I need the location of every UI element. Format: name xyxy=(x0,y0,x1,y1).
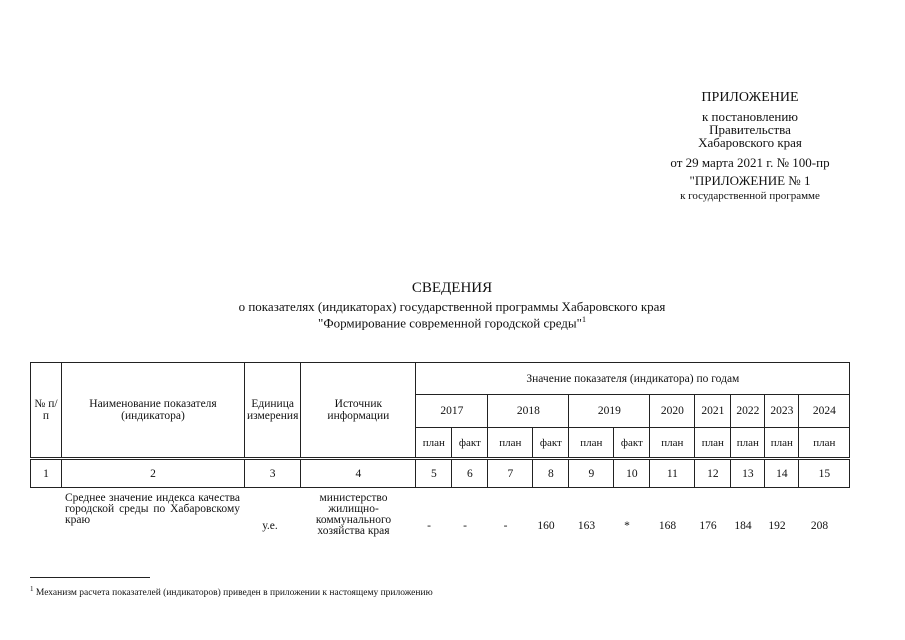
header-year: 2024 xyxy=(799,395,850,428)
value-2018-plan: - xyxy=(503,520,508,532)
value-2021-plan: 176 xyxy=(699,520,717,532)
header-values-group: Значение показателя (индикатора) по годам xyxy=(416,363,850,395)
column-number: 14 xyxy=(765,459,799,488)
value-2017-fact: - xyxy=(463,520,467,532)
column-number: 12 xyxy=(695,459,731,488)
header-year: 2020 xyxy=(650,395,695,428)
column-number: 6 xyxy=(452,459,488,488)
column-number: 8 xyxy=(533,459,569,488)
header-plan: план xyxy=(650,428,695,459)
header-plan: план xyxy=(569,428,614,459)
header-plan: план xyxy=(799,428,850,459)
value-2022-plan: 184 xyxy=(734,520,752,532)
value-2018-fact: 160 xyxy=(537,520,555,532)
header-plan: план xyxy=(765,428,799,459)
document-subtitle xyxy=(152,300,752,329)
header-fact: факт xyxy=(614,428,650,459)
column-number: 7 xyxy=(488,459,533,488)
value-2020-plan: 168 xyxy=(658,520,677,532)
header-source: Источник информации xyxy=(301,363,416,459)
header-num: № п/п xyxy=(31,363,62,459)
column-number: 9 xyxy=(569,459,614,488)
value-2023-plan: 192 xyxy=(768,520,786,532)
footnote-mark: 1 xyxy=(30,585,34,593)
header-plan: план xyxy=(695,428,731,459)
subtitle-footnote-mark: 1 xyxy=(581,315,586,324)
header-year: 2023 xyxy=(765,395,799,428)
value-2017-plan: - xyxy=(427,520,431,532)
value-2019-fact: * xyxy=(624,520,630,532)
column-number: 4 xyxy=(301,459,416,488)
column-number: 11 xyxy=(650,459,695,488)
value-2024-plan: 208 xyxy=(810,520,829,532)
document-subtitle-text xyxy=(222,300,682,329)
column-number: 3 xyxy=(245,459,301,488)
header-name: Наименование показателя (индикатора) xyxy=(62,363,245,459)
annex-program-ref: к государственной программе xyxy=(680,190,820,202)
footnote-divider xyxy=(30,577,150,578)
appendix-date-number: от 29 марта 2021 г. № 100-пр xyxy=(670,155,830,170)
column-number: 13 xyxy=(731,459,765,488)
header-fact: факт xyxy=(452,428,488,459)
value-2019-plan: 163 xyxy=(577,520,596,532)
header-fact: факт xyxy=(533,428,569,459)
column-number: 10 xyxy=(614,459,650,488)
column-number: 2 xyxy=(62,459,245,488)
table-row xyxy=(30,493,845,537)
indicators-table-body xyxy=(30,493,845,537)
indicator-source-text: министерство жилищно-коммунального хозяйства края xyxy=(315,492,392,537)
document-title: СВЕДЕНИЯ xyxy=(411,280,493,296)
header-plan: план xyxy=(731,428,765,459)
header-unit: Единица измерения xyxy=(245,363,301,459)
indicators-table-header xyxy=(30,362,850,488)
header-year: 2018 xyxy=(488,395,569,428)
indicator-name: Среднее значение индекса качества городской среды по Хабаровскому краю xyxy=(65,492,240,526)
header-plan: план xyxy=(488,428,533,459)
header-plan: план xyxy=(416,428,452,459)
column-number: 5 xyxy=(416,459,452,488)
footnote-text: Механизм расчета показателей (индикаторов) приведен в приложении к настоящему приложению xyxy=(35,588,433,599)
column-number: 1 xyxy=(31,459,62,488)
header-year: 2019 xyxy=(569,395,650,428)
footnote xyxy=(30,585,433,598)
annex-title: "ПРИЛОЖЕНИЕ № 1 xyxy=(689,173,811,188)
header-year: 2022 xyxy=(731,395,765,428)
column-number: 15 xyxy=(799,459,850,488)
header-year: 2017 xyxy=(416,395,488,428)
appendix-resolution-ref xyxy=(620,110,880,149)
indicator-source xyxy=(296,493,411,537)
appendix-title: ПРИЛОЖЕНИЕ xyxy=(701,90,799,105)
indicator-unit: у.е. xyxy=(262,520,278,532)
document-subtitle-body: о показателях (индикаторах) государственной программы Хабаровского края "Формирование современной городской среды" xyxy=(238,299,666,331)
header-year: 2021 xyxy=(695,395,731,428)
appendix-resolution-text: к постановлению Правительства Хабаровского края xyxy=(698,109,802,150)
